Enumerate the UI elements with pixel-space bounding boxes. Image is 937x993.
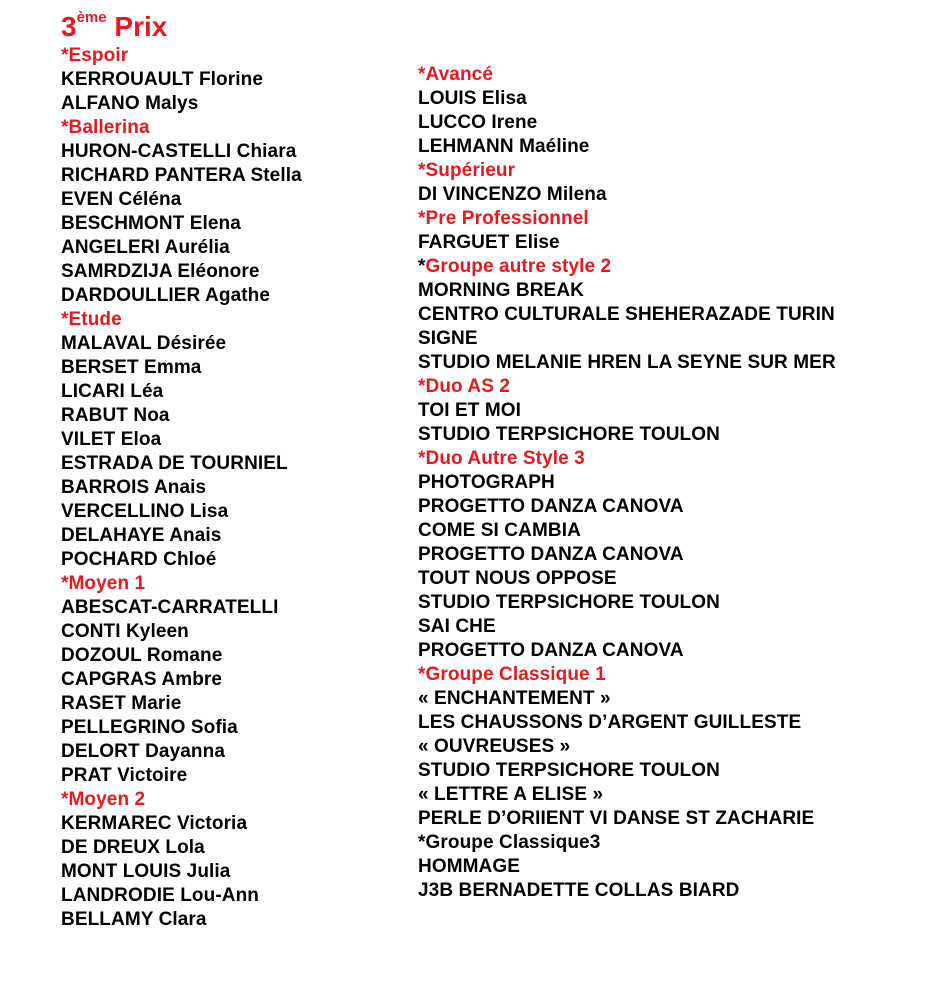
entry-line: DELORT Dayanna (61, 741, 225, 762)
entry-line: DE DREUX Lola (61, 837, 205, 858)
entry-line: BESCHMONT Elena (61, 213, 241, 234)
prize-suffix: ème (76, 9, 107, 26)
prize-number: 3 (61, 11, 77, 42)
entry-line: MORNING BREAK (418, 280, 584, 301)
entry-line: POCHARD Chloé (61, 549, 217, 570)
entry-line: DARDOULLIER Agathe (61, 285, 271, 306)
entry-line: CENTRO CULTURALE SHEHERAZADE TURIN (418, 304, 835, 325)
entry-line: J3B BERNADETTE COLLAS BIARD (418, 880, 740, 901)
entry-line: DELAHAYE Anais (61, 525, 222, 546)
category-heading: *Supérieur (418, 160, 516, 181)
entry-line: KERROUAULT Florine (61, 69, 263, 90)
left-column (61, 10, 302, 932)
entry-line: PELLEGRINO Sofia (61, 717, 238, 738)
entry-line: « ENCHANTEMENT » (418, 688, 611, 709)
category-heading: *Moyen 2 (61, 789, 146, 810)
entry-line: HOMMAGE (418, 856, 521, 877)
entry-line: CONTI Kyleen (61, 621, 189, 642)
category-heading: *Espoir (61, 45, 129, 66)
entry-line: PERLE D’ORIIENT VI DANSE ST ZACHARIE (418, 808, 815, 829)
entry-line: SAMRDZIJA Eléonore (61, 261, 260, 282)
entry-line: LES CHAUSSONS D’ARGENT GUILLESTE (418, 712, 802, 733)
entry-line: RABUT Noa (61, 405, 170, 426)
entry-line: MONT LOUIS Julia (61, 861, 231, 882)
entry-line: LEHMANN Maéline (418, 136, 590, 157)
right-list (418, 63, 836, 903)
category-label: Groupe autre style 2 (425, 256, 612, 277)
entry-line: BERSET Emma (61, 357, 202, 378)
category-heading: *Duo Autre Style 3 (418, 448, 585, 469)
entry-line: RASET Marie (61, 693, 182, 714)
entry-line: FARGUET Elise (418, 232, 560, 253)
entry-line: LICARI Léa (61, 381, 164, 402)
entry-line: PROGETTO DANZA CANOVA (418, 496, 684, 517)
entry-line: BARROIS Anais (61, 477, 207, 498)
category-star: * (418, 256, 426, 277)
entry-line: STUDIO MELANIE HREN LA SEYNE SUR MER (418, 352, 836, 373)
entry-line: PROGETTO DANZA CANOVA (418, 640, 684, 661)
entry-line: TOUT NOUS OPPOSE (418, 568, 617, 589)
entry-line: SAI CHE (418, 616, 496, 637)
entry-line: LUCCO Irene (418, 112, 538, 133)
right-column (418, 63, 836, 903)
entry-line: PROGETTO DANZA CANOVA (418, 544, 684, 565)
entry-line: STUDIO TERPSICHORE TOULON (418, 760, 720, 781)
entry-line: « LETTRE A ELISE » (418, 784, 604, 805)
entry-line: LANDRODIE Lou-Ann (61, 885, 259, 906)
category-heading (418, 255, 836, 279)
entry-line: PHOTOGRAPH (418, 472, 555, 493)
entry-line: EVEN Céléna (61, 189, 182, 210)
page-title (61, 10, 302, 44)
category-heading: *Duo AS 2 (418, 376, 511, 397)
entry-line: TOI ET MOI (418, 400, 522, 421)
entry-line: « OUVREUSES » (418, 736, 571, 757)
category-heading: *Groupe Classique 1 (418, 664, 606, 685)
prize-word: Prix (114, 11, 168, 42)
category-heading: *Etude (61, 309, 122, 330)
entry-line: VERCELLINO Lisa (61, 501, 229, 522)
category-heading: *Pre Professionnel (418, 208, 589, 229)
entry-line: MALAVAL Désirée (61, 333, 227, 354)
entry-line: VILET Eloa (61, 429, 162, 450)
entry-line: KERMAREC Victoria (61, 813, 248, 834)
entry-line: SIGNE (418, 328, 478, 349)
entry-line: DOZOUL Romane (61, 645, 223, 666)
entry-line: ABESCAT-CARRATELLI (61, 597, 279, 618)
category-heading: *Ballerina (61, 117, 150, 138)
entry-line: PRAT Victoire (61, 765, 188, 786)
category-heading: *Moyen 1 (61, 573, 146, 594)
entry-line: DI VINCENZO Milena (418, 184, 607, 205)
entry-line: RICHARD PANTERA Stella (61, 165, 302, 186)
entry-line: *Groupe Classique3 (418, 832, 601, 853)
entry-line: STUDIO TERPSICHORE TOULON (418, 592, 720, 613)
entry-line: ANGELERI Aurélia (61, 237, 230, 258)
entry-line: COME SI CAMBIA (418, 520, 581, 541)
entry-line: LOUIS Elisa (418, 88, 527, 109)
entry-line: ALFANO Malys (61, 93, 199, 114)
entry-line: STUDIO TERPSICHORE TOULON (418, 424, 720, 445)
left-list (61, 44, 302, 932)
entry-line: HURON-CASTELLI Chiara (61, 141, 297, 162)
entry-line: CAPGRAS Ambre (61, 669, 223, 690)
category-heading: *Avancé (418, 64, 493, 85)
entry-line: ESTRADA DE TOURNIEL (61, 453, 288, 474)
entry-line: BELLAMY Clara (61, 909, 207, 930)
